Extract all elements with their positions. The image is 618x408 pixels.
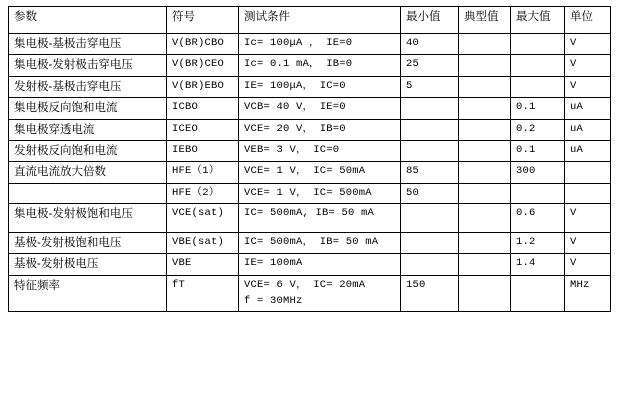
cell-parameter	[9, 183, 167, 203]
cell-parameter: 集电极-基极击穿电压	[9, 34, 167, 55]
cell-max	[511, 34, 565, 55]
condition-line-1: VCE= 1 V， IC= 500mA	[244, 186, 372, 199]
cell-unit: V	[565, 232, 611, 253]
cell-unit: uA	[565, 140, 611, 161]
condition-line-1: IE= 100mA	[244, 257, 303, 270]
cell-min	[401, 203, 459, 232]
cell-unit: V	[565, 203, 611, 232]
condition-line-1: VCB= 40 V， IE=0	[244, 101, 346, 114]
cell-condition	[239, 76, 401, 97]
cell-symbol: VBE(sat)	[167, 232, 239, 253]
condition-line-1: IC= 500mA, IB= 50 mA	[244, 206, 375, 219]
cell-typ	[459, 254, 511, 275]
table-row	[9, 119, 611, 140]
column-header-max: 最大值	[511, 7, 565, 34]
condition-line-1: Ic= 100μA ， IE=0	[244, 37, 353, 49]
cell-condition	[239, 98, 401, 119]
cell-typ	[459, 232, 511, 253]
cell-condition	[239, 162, 401, 183]
cell-typ	[459, 183, 511, 203]
cell-symbol: V(BR)CBO	[167, 34, 239, 55]
cell-symbol: fT	[167, 275, 239, 311]
cell-min	[401, 119, 459, 140]
column-header-typ: 典型值	[459, 7, 511, 34]
cell-typ	[459, 55, 511, 76]
cell-unit	[565, 162, 611, 183]
table-row	[9, 140, 611, 161]
cell-min: 5	[401, 76, 459, 97]
table-row	[9, 275, 611, 311]
cell-symbol: VCE(sat)	[167, 203, 239, 232]
table-row	[9, 55, 611, 76]
cell-condition	[239, 119, 401, 140]
cell-max: 0.1	[511, 140, 565, 161]
cell-typ	[459, 76, 511, 97]
condition-line-1: VCE= 1 V， IC= 50mA	[244, 165, 366, 178]
cell-condition	[239, 183, 401, 203]
cell-symbol: ICBO	[167, 98, 239, 119]
cell-max: 1.4	[511, 254, 565, 275]
cell-min: 40	[401, 34, 459, 55]
cell-max	[511, 76, 565, 97]
table-body	[9, 7, 611, 312]
cell-min	[401, 98, 459, 119]
cell-parameter: 特征频率	[9, 275, 167, 311]
cell-unit: uA	[565, 98, 611, 119]
cell-symbol: ICEO	[167, 119, 239, 140]
cell-parameter: 集电极-发射极击穿电压	[9, 55, 167, 76]
cell-min	[401, 232, 459, 253]
cell-unit: V	[565, 254, 611, 275]
table-header-row	[9, 7, 611, 34]
cell-typ	[459, 140, 511, 161]
table-row	[9, 98, 611, 119]
cell-condition	[239, 254, 401, 275]
cell-max: 0.1	[511, 98, 565, 119]
cell-parameter: 集电极穿透电流	[9, 119, 167, 140]
cell-typ	[459, 203, 511, 232]
cell-min	[401, 254, 459, 275]
condition-line-1: IC= 500mA， IB= 50 mA	[244, 235, 379, 248]
condition-line-1: Ic= 0.1 mA， IB=0	[244, 58, 353, 71]
cell-max	[511, 55, 565, 76]
cell-condition	[239, 140, 401, 161]
cell-symbol: HFE（1）	[167, 162, 239, 183]
cell-parameter: 基极-发射极电压	[9, 254, 167, 275]
cell-unit: MHz	[565, 275, 611, 311]
specification-table	[8, 6, 611, 312]
cell-symbol: IEBO	[167, 140, 239, 161]
cell-max	[511, 183, 565, 203]
condition-line-1: VCE= 20 V， IB=0	[244, 122, 346, 135]
cell-condition	[239, 232, 401, 253]
cell-min: 25	[401, 55, 459, 76]
cell-condition	[239, 275, 401, 311]
cell-symbol: V(BR)EBO	[167, 76, 239, 97]
cell-typ	[459, 98, 511, 119]
column-header-test-condition: 测试条件	[239, 7, 401, 34]
cell-min	[401, 140, 459, 161]
cell-parameter: 直流电流放大倍数	[9, 162, 167, 183]
cell-typ	[459, 162, 511, 183]
cell-condition	[239, 34, 401, 55]
column-header-symbol: 符号	[167, 7, 239, 34]
cell-max: 0.6	[511, 203, 565, 232]
cell-max: 0.2	[511, 119, 565, 140]
cell-max: 300	[511, 162, 565, 183]
column-header-min: 最小值	[401, 7, 459, 34]
cell-parameter: 发射极反向饱和电流	[9, 140, 167, 161]
cell-symbol: HFE（2）	[167, 183, 239, 203]
table-row	[9, 34, 611, 55]
cell-parameter: 集电极反向饱和电流	[9, 98, 167, 119]
column-header-parameter: 参数	[9, 7, 167, 34]
table-row	[9, 183, 611, 203]
cell-max	[511, 275, 565, 311]
condition-line-1: IE= 100μA， IC=0	[244, 79, 346, 92]
table-row	[9, 203, 611, 232]
cell-symbol: V(BR)CEO	[167, 55, 239, 76]
table-row	[9, 162, 611, 183]
cell-unit	[565, 183, 611, 203]
cell-symbol: VBE	[167, 254, 239, 275]
cell-condition	[239, 203, 401, 232]
cell-condition	[239, 55, 401, 76]
cell-unit: uA	[565, 119, 611, 140]
cell-typ	[459, 34, 511, 55]
cell-max: 1.2	[511, 232, 565, 253]
cell-min: 150	[401, 275, 459, 311]
cell-typ	[459, 275, 511, 311]
cell-unit: V	[565, 76, 611, 97]
table-row	[9, 232, 611, 253]
cell-unit: V	[565, 34, 611, 55]
cell-min: 85	[401, 162, 459, 183]
condition-line-1: VCE= 6 V， IC= 20mA	[244, 278, 366, 291]
cell-parameter: 集电极-发射极饱和电压	[9, 203, 167, 232]
table-row	[9, 254, 611, 275]
column-header-unit: 单位	[565, 7, 611, 34]
cell-parameter: 发射极-基极击穿电压	[9, 76, 167, 97]
table-row	[9, 76, 611, 97]
cell-unit: V	[565, 55, 611, 76]
condition-line-2: f = 30MHz	[244, 294, 303, 307]
cell-typ	[459, 119, 511, 140]
cell-parameter: 基极-发射极饱和电压	[9, 232, 167, 253]
condition-line-1: VEB= 3 V， IC=0	[244, 143, 340, 156]
cell-min: 50	[401, 183, 459, 203]
